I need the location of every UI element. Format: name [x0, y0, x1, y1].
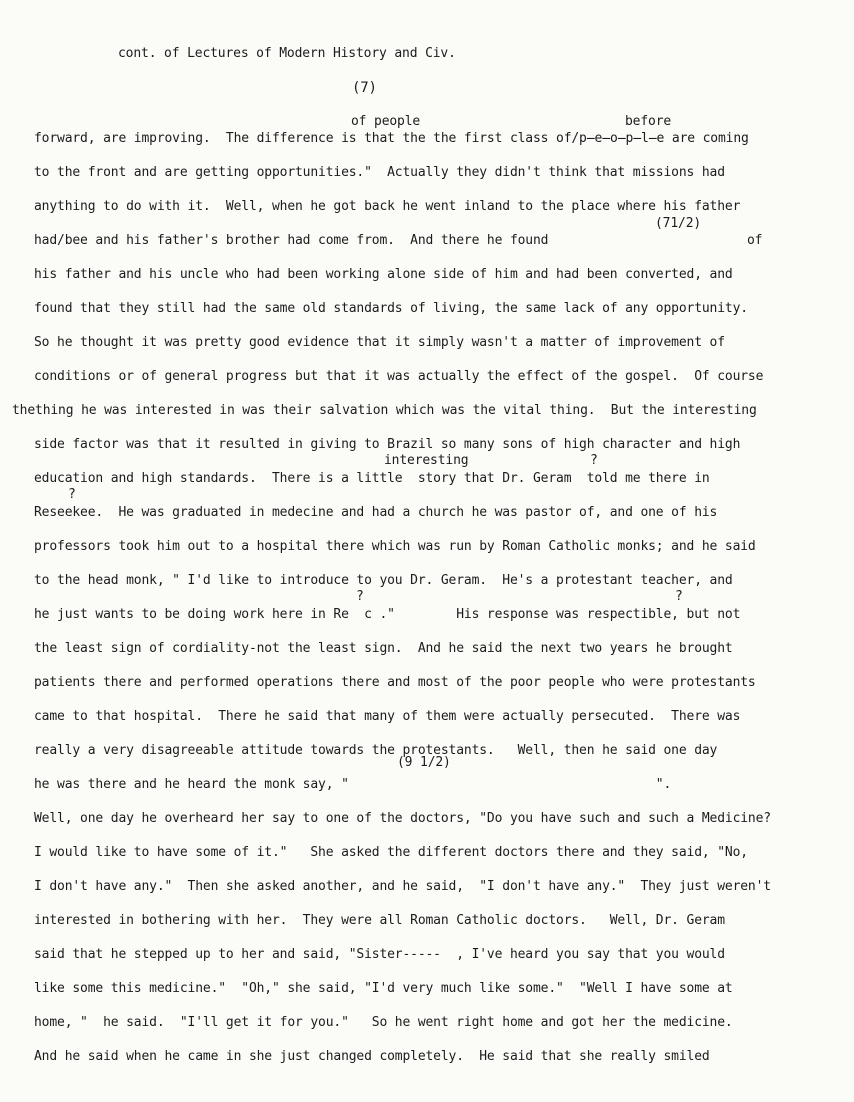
insertion-before: before — [625, 114, 672, 129]
text-line: home, " he said. "I'll get it for you." So he went right home and got her the medicine. — [34, 1015, 733, 1030]
document-header: cont. of Lectures of Modern History and Civ. — [118, 46, 456, 61]
text-line: forward, are improving. The difference is that the the first class of/p̶e̶o̶p̶l̶e are coming — [34, 131, 749, 146]
text-line: he was there and he heard the monk say, " ". — [34, 777, 672, 792]
insertion-question-mark: ? — [356, 589, 364, 604]
text-line: I would like to have some of it." She asked the different doctors there and they said, "No, — [34, 845, 748, 860]
text-line: Reseekee. He was graduated in medecine and had a church he was pastor of, and one of his — [34, 505, 718, 520]
text-line: came to that hospital. There he said that many of them were actually persecuted. There was — [34, 709, 741, 724]
insertion-time-9-1-2: (9 1/2) — [397, 755, 451, 770]
text-line: thething he was interested in was their salvation which was the vital thing. But the interesting — [12, 403, 757, 418]
insertion-question-mark: ? — [675, 589, 683, 604]
text-line: I don't have any." Then she asked another, and he said, "I don't have any." They just weren't — [34, 879, 771, 894]
text-line: he just wants to be doing work here in Re c ." His response was respectible, but not — [34, 607, 741, 622]
page-number: (7) — [352, 80, 377, 96]
text-line: side factor was that it resulted in giving to Brazil so many sons of high character and high — [34, 437, 741, 452]
text-line: said that he stepped up to her and said, "Sister----- , I've heard you say that you would — [34, 947, 725, 962]
text-line: found that they still had the same old standards of living, the same lack of any opportunity. — [34, 301, 748, 316]
insertion-question-mark: ? — [590, 453, 598, 468]
text-line: his father and his uncle who had been working alone side of him and had been converted, and — [34, 267, 733, 282]
text-line: patients there and performed operations there and most of the poor people who were protestants — [34, 675, 756, 690]
text-line: professors took him out to a hospital there which was run by Roman Catholic monks; and he said — [34, 539, 756, 554]
text-line: the least sign of cordiality-not the least sign. And he said the next two years he brought — [34, 641, 733, 656]
insertion-of: of — [747, 233, 763, 248]
insertion-of-people: of people — [351, 114, 421, 129]
text-line: education and high standards. There is a little story that Dr. Geram told me there in — [34, 471, 710, 486]
insertion-question-mark: ? — [68, 487, 76, 502]
text-line: had/bee and his father's brother had come from. And there he found — [34, 233, 549, 248]
text-line: Well, one day he overheard her say to one of the doctors, "Do you have such and such a Medicine? — [34, 811, 771, 826]
text-line: conditions or of general progress but that it was actually the effect of the gospel. Of course — [34, 369, 764, 384]
text-line: to the front and are getting opportunities." Actually they didn't think that missions had — [34, 165, 725, 180]
insertion-interesting: interesting — [384, 453, 469, 468]
insertion-time-71-2: (71/2) — [655, 216, 702, 231]
text-line: to the head monk, " I'd like to introduce to you Dr. Geram. He's a protestant teacher, and — [34, 573, 733, 588]
text-line: anything to do with it. Well, when he got back he went inland to the place where his father — [34, 199, 741, 214]
text-line: interested in bothering with her. They were all Roman Catholic doctors. Well, Dr. Geram — [34, 913, 725, 928]
text-line: like some this medicine." "Oh," she said, "I'd very much like some." "Well I have some at — [34, 981, 733, 996]
text-line: And he said when he came in she just changed completely. He said that she really smiled — [34, 1049, 710, 1064]
text-line: So he thought it was pretty good evidence that it simply wasn't a matter of improvement of — [34, 335, 725, 350]
text-line: really a very disagreeable attitude towards the protestants. Well, then he said one day — [34, 743, 718, 758]
